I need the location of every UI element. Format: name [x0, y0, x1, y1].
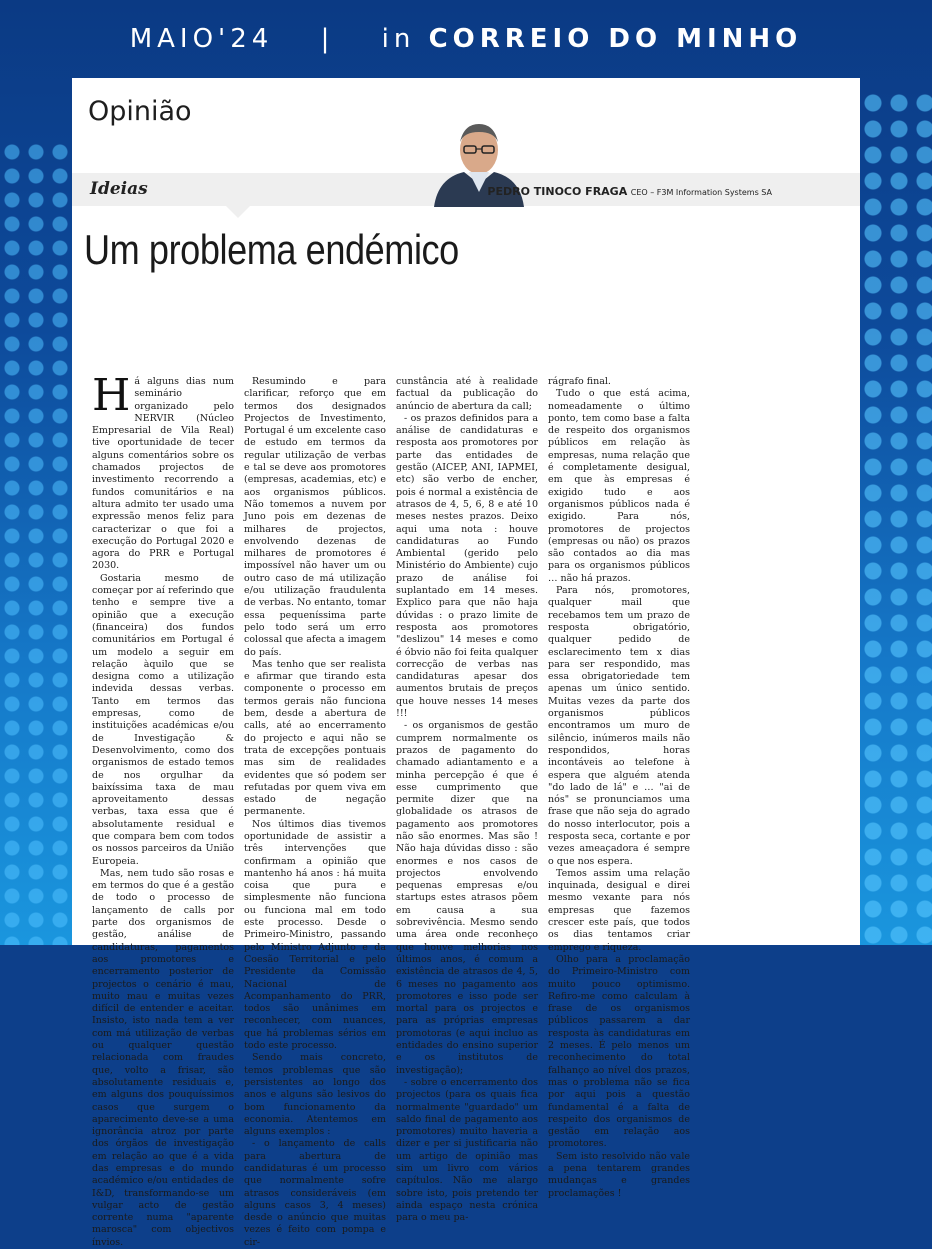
text-column-1 [92, 370, 234, 1248]
paragraph: Olho para a proclamação do Primeiro-Ministro com muito pouco optimismo. Refiro-me como calculam à frase de os organismos públicos passarem a dar resposta às candidaturas em 2 meses. É pelo menos um reconhecimento do total falhanço ao nível dos prazos, mas o problema não se fica por aqui pois a questão fundamental é a falta de respeito dos organismos de gestão em relação aos promotores. [548, 953, 690, 1150]
article-headline: Um problema endémico [84, 226, 459, 273]
newspaper-page [72, 78, 860, 1248]
paragraph: - os organismos de gestão cumprem normalmente os prazos de pagamento do chamado adiantamento e a minha percepção é que é esse cumprimento que permite dizer que na globalidade os atrasos de pagamento aos promotores não são enormes. Mas são ! Não haja dúvidas disso : são enormes e nos casos de projectos envolvendo pequenas empresas e/ou startups estes atrasos põem em causa a sua sobrevivência. Mesmo sendo uma área onde reconheço que houve melhorias nos últimos anos, é comum a existência de atrasos de 4, 5, 6 meses no pagamento aos promotores e isso pode ser mortal para os projectos e para as próprias empresas promotoras (e aqui incluo as entidades do ensino superior e os institutos de investigação); [396, 720, 538, 1076]
paragraph: Mas tenho que ser realista e afirmar que tirando esta componente o processo em termos gerais não funciona bem, desde a abertura de calls, até ao encerramento do projecto e aqui não se trata de excepções pontuais mas sim de realidades evidentes que só podem ser refutadas por quem viva em estado de negação permanente. [244, 658, 386, 818]
paragraph: Temos assim uma relação inquinada, desigual e direi mesmo vexante para nós empresas que fazemos crescer este país, que todos os dias tentamos criar emprego e riqueza. [548, 867, 690, 953]
paragraph: Nos últimos dias tivemos oportunidade de assistir a três intervenções que confirmam a opinião que mantenho há anos : há muita coisa que pura e simplesmente não funciona ou funciona mal em todo este processo. Desde o Primeiro-Ministro, passando pelo Ministro Adjunto e da Coesão Territorial e pelo Presidente da Comissão Nacional de Acompanhamento do PRR, todos são unânimes em reconhecer, com nuances, que há problemas sérios em todo este processo. [244, 818, 386, 1052]
tag-pointer [226, 206, 250, 218]
paragraph: Sem isto resolvido não vale a pena tentarem grandes mudanças e grandes proclamações ! [548, 1150, 690, 1199]
header-prefix: in [381, 24, 416, 54]
section-title: Opinião [88, 96, 192, 127]
article-body [92, 370, 846, 1248]
paragraph: - os prazos definidos para a análise de candidaturas e resposta aos promotores por parte das entidades de gestão (AICEP, ANI, IAPMEI, etc) são verbo de encher, pois é normal a existência de atrasos de 4, 5, 6, 8 e até 10 meses nestes prazos. Deixo aqui uma nota : houve candidaturas ao Fundo Ambiental (gerido pelo Ministério do Ambiente) cujo prazo de análise foi suplantado em 14 meses. Explico para que não haja dúvidas : o prazo limite de resposta aos promotores "deslizou" 14 meses e como é óbvio não foi feita qualquer correcção de verbas nas candidaturas apesar dos aumentos brutais de preços que houve nesses 14 meses !!! [396, 412, 538, 720]
paragraph: - o lançamento de calls para abertura de candidaturas é um processo que normalmente sofre atrasos consideráveis (em alguns casos 3, 4 meses) desde o anúncio que muitas vezes é feito com pompa e cir- [244, 1138, 386, 1248]
paragraph: Gostaria mesmo de começar por aí referindo que tenho e sempre tive a opinião que a execução (financeira) dos fundos comunitários em Portugal é um modelo a seguir em relação àquilo que se designa como a utilização indevida dessas verbas. Tanto em termos das empresas, como de instituições académicas e/ou de Investigação & Desenvolvimento, como dos organismos de estado temos de nos orgulhar da baixíssima taxa de mau aproveitamento dessas verbas, taxa essa que é absolutamente residual e que compara bem com todos os nossos parceiros da União Europeia. [92, 572, 234, 867]
halftone-dots-right [860, 90, 932, 945]
author-role: CEO – F3M Information Systems SA [630, 188, 772, 197]
column-tag: Ideias [90, 179, 148, 199]
text-column-2 [244, 376, 386, 1248]
paragraph: Para nós, promotores, qualquer mail que recebamos tem um prazo de resposta obrigatório, qualquer pedido de esclarecimento tem x dias para ser respondido, mas essa obrigatoriedade tem apenas um único sentido. Muitas vezes da parte dos organismos públicos encontramos um muro de silêncio, inúmeros mails não respondidos, horas incontáveis ao telefone à espera que alguém atenda "do lado de lá" e … "ai de nós" se pronunciamos uma frase que não seja do agrado do nosso interlocutor, pois a resposta seca, cortante e por vezes ameaçadora é sempre o que nos espera. [548, 585, 690, 867]
paragraph: cunstância até à realidade factual da publicação do anúncio de abertura da call; [396, 376, 538, 412]
paragraph: Mas, nem tudo são rosas e em termos do que é a gestão de todo o processo de lançamento de calls por parte dos organismos de gestão, análise de candidaturas, pagamentos aos promotores e encerramento posterior de projectos o cenário é mau, muito mau e muitas vezes difícil de entender e aceitar. Insisto, isto nada tem a ver com má utilização de verbas ou qualquer questão relacionada com fraudes que, volto a frisar, são absolutamente residuais e, em alguns dos pouquíssimos casos que surgem o aparecimento deve-se a uma ignorância atroz por parte dos órgãos de investigação em relação ao que é a vida das empresas e do mundo académico e/ou entidades de I&D, transformando-se um vulgar acto de gestão corrente numa "aparente marosca" com objectivos ínvios. [92, 867, 234, 1248]
issue-month: MAIO'24 [129, 24, 274, 54]
author-name: PEDRO TINOCO FRAGA [487, 185, 628, 198]
paragraph: Sendo mais concreto, temos problemas que são persistentes ao longo dos anos e alguns são lesivos do bom funcionamento da economia. Atentemos em alguns exemplos : [244, 1052, 386, 1138]
halftone-dots-left [0, 140, 72, 945]
paragraph: á alguns dias num seminário organizado pelo NERVIR (Núcleo Empresarial de Vila Real) tive oportunidade de tecer alguns comentários sobre os chamados projectos de investimento recorrendo a fundos comunitários e na altura admito ter usado uma expressão menos feliz para caracterizar o que foi a execução do Portugal 2020 e agora do PRR e Portugal 2030. [92, 376, 234, 572]
author-byline [487, 185, 772, 198]
publication-header [0, 24, 932, 54]
text-column-3 [396, 376, 538, 1224]
paragraph: Tudo o que está acima, nomeadamente o último ponto, tem como base a falta de respeito dos organismos públicos em relação às empresas, numa relação que é completamente desigual, em que às empresas é exigido tudo e aos organismos públicos nada é exigido. Para nós, promotores de projectos (empresas ou não) os prazos são contados ao dia mas para os organismos públicos … não há prazos. [548, 388, 690, 584]
paragraph: - sobre o encerramento dos projectos (para os quais fica normalmente "guardado" um saldo final de pagamento aos promotores) muito haveria a dizer e per si justificaria não um artigo de opinião mas sim um livro com vários capítulos. Não me alargo sobre isto, pois pretendo ter ainda espaço nesta crónica para o meu pa- [396, 1076, 538, 1224]
drop-cap: H [92, 370, 131, 421]
header-separator: | [320, 24, 335, 54]
paragraph: Resumindo e para clarificar, reforço que em termos dos designados Projectos de Investimento, Portugal é um excelente caso de estudo em termos da regular utilização de verbas e tal se deve aos promotores (empresas, academias, etc) e aos organismos públicos. Não tomemos a nuvem por Juno pois em dezenas de milhares de projectos, envolvendo dezenas de milhares de promotores é impossível não haver um ou outro caso de má utilização e/ou utilização fraudulenta de verbas. No entanto, tomar essa pequeníssima parte pelo todo será um erro colossal que afecta a imagem do país. [244, 376, 386, 658]
text-column-4 [548, 376, 690, 1199]
publication-name: CORREIO DO MINHO [428, 24, 803, 54]
paragraph: rágrafo final. [548, 376, 611, 387]
